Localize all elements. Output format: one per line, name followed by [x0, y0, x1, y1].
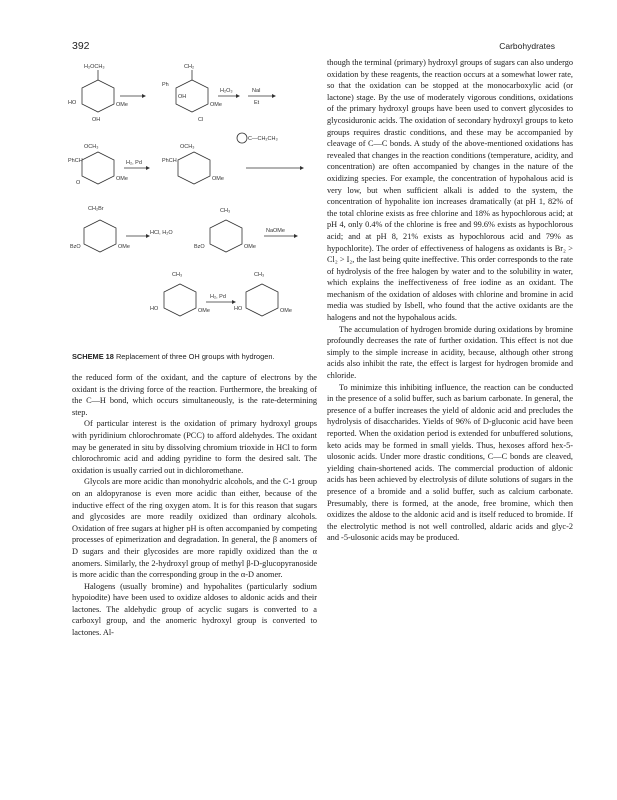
label-r2-left-ch2: OCH₃: [84, 144, 99, 150]
label-r4-left-ch3: CH₃: [172, 272, 183, 278]
scheme-caption-text: Replacement of three OH groups with hydrogen.: [115, 352, 275, 361]
label-r2-left-ome: OMe: [116, 176, 128, 182]
label-r2-right: C—CH₂CH₃: [248, 136, 278, 142]
label-r4-left-ome: OMe: [198, 308, 210, 314]
paragraph: Halogens (usually bromine) and hypohalites (particularly sodium hypoiodite) have been used to oxidize aldoses to aldonic acids and their lactones. The aldehydic group of acyclic sugars is converted to a carboxyl group, and the anomeric hydroxyl group is converted to lactones. Al-: [72, 581, 317, 638]
ring-r4-right: [246, 284, 278, 316]
page-number: 392: [72, 40, 90, 52]
label-r3-mid-bzo: BzO: [194, 244, 205, 250]
label-r4-left-ho: HO: [150, 306, 159, 312]
label-r1-reagent2-top: NaI: [252, 88, 261, 94]
label-r3-mid-ome: OMe: [244, 244, 256, 250]
label-r1-mid-ch2: CH₂: [184, 64, 195, 70]
label-r4-right-ome: OMe: [280, 308, 292, 314]
label-r1-reagent-top: H₂O₃: [220, 88, 233, 94]
ring-r1-left: [82, 80, 114, 112]
label-r4-right-ch3: CH₃: [254, 272, 265, 278]
paragraph: the reduced form of the oxidant, and the capture of electrons by the oxidant is the driving force of the reaction. Furthermore, the breaking of the C—H bond, which occurs simultaneously, is the rate-determining step.: [72, 373, 317, 417]
label-r4-right-ho: HO: [234, 306, 243, 312]
paragraph: To minimize this inhibiting influence, the reaction can be conducted in the presence of a solid buffer, such as barium carbonate. In general, the presence of a buffer increases the yield of aldonic acid and precludes the hydrolysis of disaccharides. Yields of 96% of D-gluconic acid have been reported. When the oxidation period is extended for unbuffered solutions, keto acids may be formed in small yields. Thus, hexoses afford hex-5-ulosonic acids. Under more drastic conditions, C—C bonds are cleaved, yielding chain-shortened acids. The commercial production of aldonic acids has been achieved by electrolysis of dilute solutions of sugars in the presence of a bromide and a solid buffer, such as calcium carbonate. Presumably, there is formed, at the anode, free bromine, which then oxidizes the aldose to the aldonic acid and is itself reduced to bromide. If the electrolytic method is not well controlled, aldaric acids and glyc-2 and -5-ulosonic acids may be produced.: [327, 382, 573, 543]
label-r1-reagent2-bottom: Et: [254, 100, 260, 106]
ring-r3-mid: [210, 220, 242, 252]
left-column: [72, 372, 317, 639]
paragraph: Of particular interest is the oxidation of primary hydroxyl groups with pyridinium chlorochromate (PCC) to afford aldehydes. The oxidant may be generated in situ by dissolving chromium trioxide in HCl to form chlorochromic acid and adding pyridine to form the desired salt. The oxidation is usually carried out in dichloromethane.: [72, 419, 317, 475]
label-r1-left-ho: HO: [68, 100, 77, 106]
label-r3-reagent-right: NaOMe: [266, 228, 285, 234]
label-r2-mid-ch2: OCH₃: [180, 144, 195, 150]
running-head: Carbohydrates: [499, 41, 555, 51]
scheme-label: SCHEME 18: [72, 352, 114, 361]
label-r4-reagent: H₂, Pd: [210, 294, 226, 300]
label-r3-mid-ch3: CH₃: [220, 208, 231, 214]
label-r3-left-ome: OMe: [118, 244, 130, 250]
scheme-structures: [68, 58, 312, 348]
paragraph: The accumulation of hydrogen bromide during oxidations by bromine profoundly decreases the rate of further oxidation. This effect is not due simply to the simple increase in acidity, because, although other strong acids also inhibit the rate, the effect is largest for hydrogen bromide and chloride.: [327, 324, 573, 381]
paragraph: Glycols are more acidic than monohydric alcohols, and the C-1 group on an aldopyranose is even more acidic than either, because of the inductive effect of the ring oxygen atom. It is for this reason that sugars and glycosides are more readily oxidized than ordinary alcohols. Oxidation of free sugars at higher pH is often accompanied by competing processes of epimerization and degradation. In general, the β anomers of D sugars and their glycosides are more rapidly oxidized than the α anomers. Similarly, the 2-hydroxyl group of methyl β-D-glucopyranoside is more acidic than the corresponding group in the α-D anomer.: [72, 477, 317, 580]
label-r1-mid-cl: Cl: [198, 117, 204, 123]
label-r2-mid-phch: PhCH: [162, 158, 177, 164]
label-r1-mid-ome: OMe: [210, 102, 222, 108]
right-column: [327, 57, 573, 544]
label-r3-left-bzo: BzO: [70, 244, 81, 250]
label-r3-reagent: HCl, H₂O: [150, 230, 173, 236]
scheme-figure: [68, 58, 312, 348]
ring-r2-mid: [178, 152, 210, 184]
label-r1-left-oh: OH: [92, 117, 101, 123]
label-r2-left-o: O: [76, 180, 81, 186]
label-r3-left-ch2: CH₂Br: [88, 206, 104, 212]
paragraph: though the terminal (primary) hydroxyl groups of sugars can also undergo oxidation by these reagents, the reaction occurs at a somewhat lower rate, so that the oxidation can be stopped at the monocarboxylic acid (or lactone) stage. By the use of moderately vigorous conditions, oxidations of the primary hydroxyl groups have been used to convert glycosides to glycosiduronic acids. The oxidation of secondary hydroxyl groups to keto groups requires drastic conditions, and these may be accompanied by cleavage of C—C bonds. A study of the above-mentioned oxidations has revealed that changes in the reaction conditions (temperature, acidity, and concentration) are often accompanied by changes in the nature of the oxidizing species. For example, the concentration of hypohalous acid is very low, but when sufficient alkali is added to the system, the concentration of hypohalite ion increases dramatically (at pH 1, 82% of the total chlorine exists as free chlorine and 18% as hypochlorous acid; at pH 4, only 0.4% of the chlorine is free and 99.6% exists as hypochlorous acid; and at pH 8, 21% exists as hypochlorous acid and 79% as hypochlorite). The order of effectiveness of halogens as oxidants is Br₂ > Cl₂ > I₂, the last being quite ineffective. This order corresponds to the rate of hydrolysis of the free halogen by water and to the solubility in water, which explains the ineffectiveness of free iodine as an oxidant. The mechanism of the oxidation of aldoses with chlorine and bromine in acid media was studied by Isbell, who found that the active oxidants are the halogens and not the hypohalous acids.: [327, 58, 573, 323]
label-r2-left-phch: PhCH: [68, 158, 83, 164]
ring-r3-left: [84, 220, 116, 252]
label-r2-mid-ome: OMe: [212, 176, 224, 182]
ring-r4-left: [164, 284, 196, 316]
scheme-caption: [72, 352, 322, 361]
label-r1-mid-ph: Ph: [162, 82, 169, 88]
label-r1-left-ch2: H₂OCH₃: [84, 64, 105, 70]
ring-r2-left: [82, 152, 114, 184]
label-r1-mid-oh: OH: [178, 94, 187, 100]
label-r1-left-ome: OMe: [116, 102, 128, 108]
label-r2-reagent: H₂, Pd: [126, 160, 142, 166]
